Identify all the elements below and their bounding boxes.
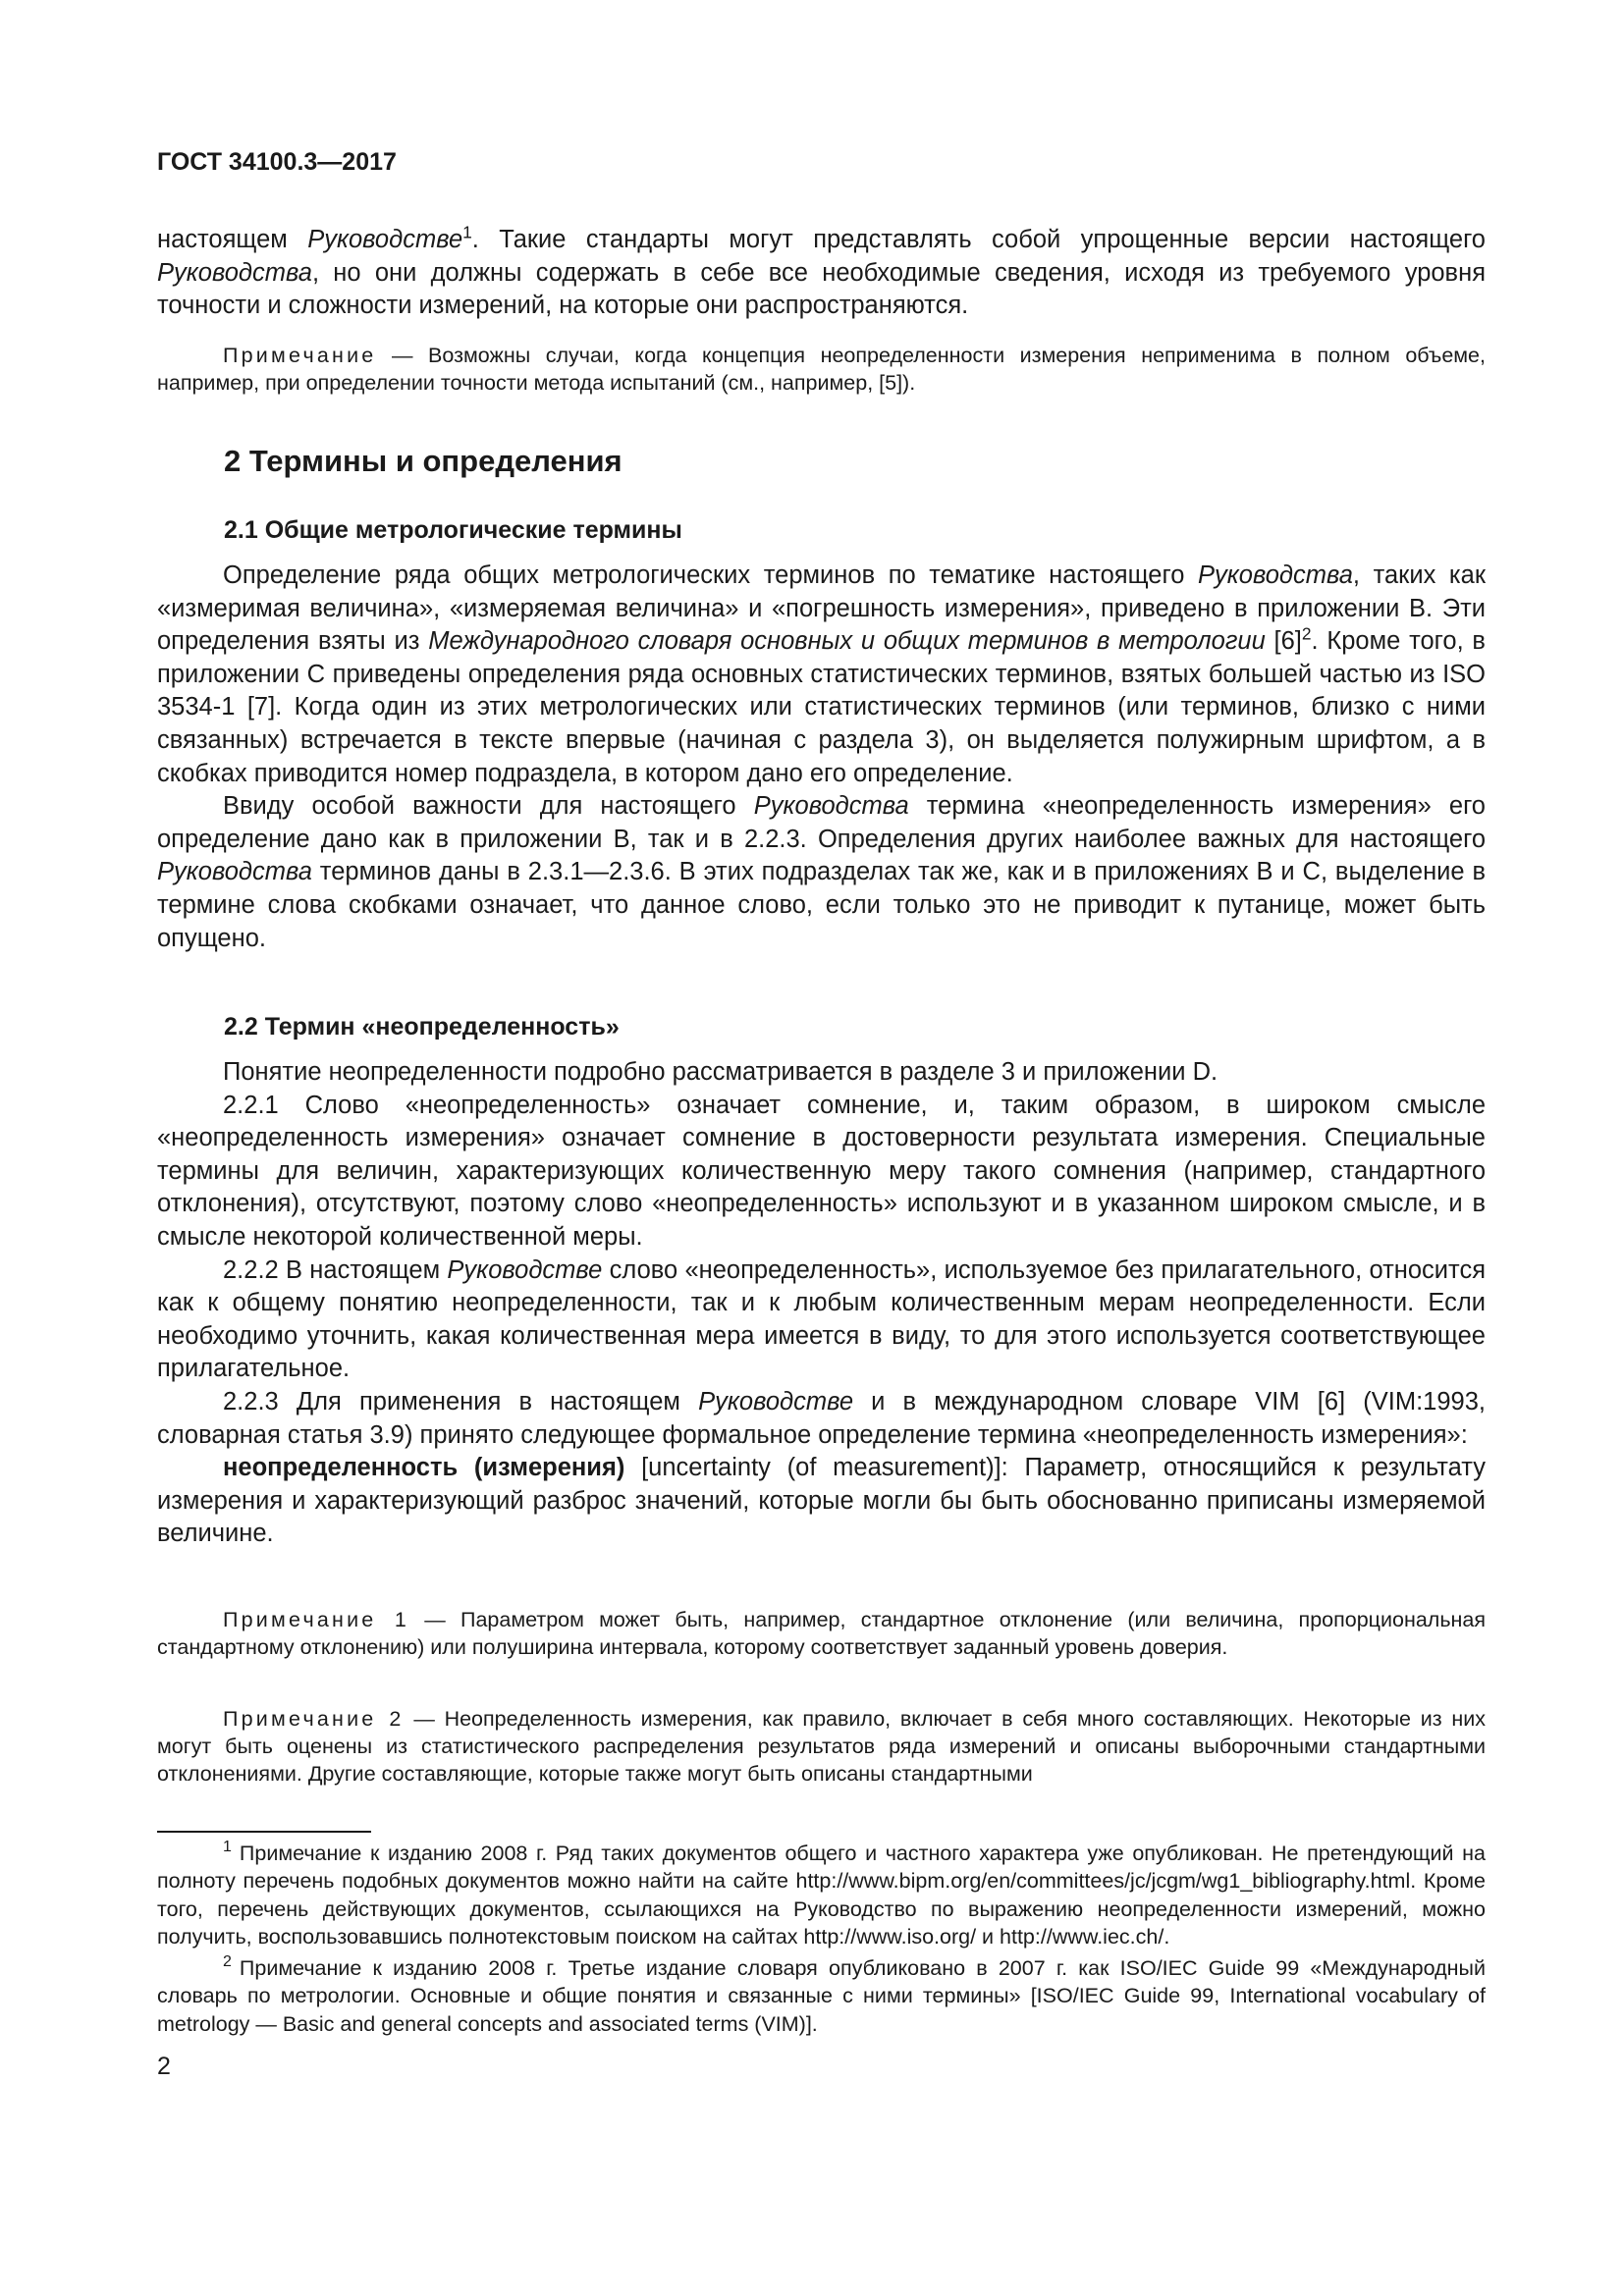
paragraph: 2.2.3 Для применения в настоящем Руководстве и в международном словаре VIM [6] (VIM:1993, словарная статья 3.9) принято следующее формальное определение термина «неопределенность измерения»: bbox=[157, 1387, 1486, 1449]
note-2: Примечание 2 — Неопределенность измерения, как правило, включает в себя много составляющих. Некоторые из них могут быть оценены из статистического распределения результатов ряда измерений и описаны выборочными стандартными отклонениями. Другие составляющие, которые также могут быть описаны стандартными bbox=[157, 1707, 1486, 1786]
running-header: ГОСТ 34100.3—2017 bbox=[157, 148, 397, 176]
footnote-ref-2[interactable]: 2 bbox=[1301, 623, 1312, 644]
footnote-ref-1[interactable]: 1 bbox=[462, 222, 472, 242]
footnotes bbox=[157, 1840, 1486, 2038]
defined-term: неопределенность (измерения) bbox=[223, 1454, 625, 1482]
intro-paragraph: настоящем Руководстве$^1$. Такие стандарты могут представлять собой упрощенные версии настоящего Руководства, но они должны содержать в себе все необходимые сведения, исходя из требуемого уровня точности и сложности измерений, на которые они распространяются. bbox=[157, 222, 1486, 320]
intro-block bbox=[157, 224, 1486, 323]
paragraph: Ввиду особой важности для настоящего Руководства термина «неопределенность измерения» его определение дано как в приложении B, так и в 2.2.3. Определения других наиболее важных для настоящего Руководства терминов даны в 2.3.1—2.3.6. В этих подразделах так же, как и в приложениях B и C, выделение в термине слова скобками означает, что данное слово, если только это не приводит к путанице, может быть опущено. bbox=[157, 792, 1486, 952]
footnote-1: $^1$ Примечание к изданию 2008 г. Ряд таких документов общего и частного характера уже опубликован. Не претендующий на полноту перечень подобных документов можно найти на сайте http://www.bipm.org/en/committees/jc/jcgm/wg1_bibliography.html. Кроме того, перечень действующих документов, ссылающихся на Руководство по выражению неопределенности измерений, можно получить, воспользовавшись полнотекстовым поиском на сайтах http://www.iso.org/ и http://www.iec.ch/. bbox=[157, 1839, 1486, 1949]
footnote-separator bbox=[157, 1831, 371, 1833]
paragraph: 2.2.1 Слово «неопределенность» означает сомнение, и, таким образом, в широком смысле «неопределенность измерения» означает сомнение в достоверности результата измерения. Специальные термины для величин, характеризующих количественную меру такого сомнения (например, стандартного отклонения), отсутствуют, поэтому слово «неопределенность» используют и в указанном широком смысле, и в смысле некоторой количественной меры. bbox=[157, 1091, 1486, 1251]
paragraph: Определение ряда общих метрологических терминов по тематике настоящего Руководства, таких как «измеримая величина», «измеряемая величина» и «погрешность измерения», приведено в приложении B. Эти определения взяты из Международного словаря основных и общих терминов в метрологии $[6]^2$. Кроме того, в приложении С приведены определения ряда основных статистических терминов, взятых большей частью из ISO 3534-1 [7]. Когда один из этих метрологических или статистических терминов (или терминов, близко с ними связанных) встречается в тексте впервые (начиная с раздела 3), он выделяется полужирным шрифтом, а в скобках приводится номер подраздела, в котором дано его определение. bbox=[157, 561, 1486, 787]
note-label: Примечание 2 bbox=[223, 1707, 405, 1731]
section-title: 2 Термины и определения bbox=[224, 444, 623, 478]
note-1: Примечание 1 — Параметром может быть, например, стандартное отклонение (или величина, пропорциональная стандартному отклонению) или полуширина интервала, которому соответствует заданный уровень доверия. bbox=[157, 1608, 1486, 1659]
definition: неопределенность (измерения) [uncertainty (of measurement)]: Параметр, относящийся к результату измерения и характеризующий разброс значений, которые могли бы быть обоснованно приписаны измеряемой величине. bbox=[157, 1454, 1487, 1548]
subsection-title-2-2: 2.2 Термин «неопределенность» bbox=[224, 1013, 620, 1041]
subsection-2-1-body bbox=[157, 560, 1486, 955]
subsection-title-2-1: 2.1 Общие метрологические термины bbox=[224, 516, 682, 544]
paragraph: 2.2.2 В настоящем Руководстве слово «неопределенность», используемое без прилагательного, относится как к общему понятию неопределенности, так и к любым количественным мерам неопределенности. Если необходимо уточнить, какая количественная мера имеется в виду, то для этого используется соответствующее прилагательное. bbox=[157, 1255, 1486, 1383]
note-label: Примечание bbox=[223, 344, 377, 367]
note-label: Примечание 1 bbox=[223, 1608, 410, 1631]
paragraph: Понятие неопределенности подробно рассматривается в разделе 3 и приложении D. bbox=[223, 1058, 1218, 1086]
subsection-2-2-body bbox=[157, 1056, 1486, 1551]
intro-note: Примечание — Возможны случаи, когда концепция неопределенности измерения неприменима в полном объеме, например, при определении точности метода испытаний (см., например, [5]). bbox=[157, 344, 1486, 395]
footnote-2: $^2$ Примечание к изданию 2008 г. Третье издание словаря опубликовано в 2007 г. как ISO/IEC Guide 99 «Международный словарь по метрологии. Основные и общие понятия и связанные с ними термины» [ISO/IEC Guide 99, International vocabulary of metrology — Basic and general concepts and associated terms (VIM)]. bbox=[157, 1953, 1486, 2036]
page-number: 2 bbox=[157, 2053, 171, 2080]
